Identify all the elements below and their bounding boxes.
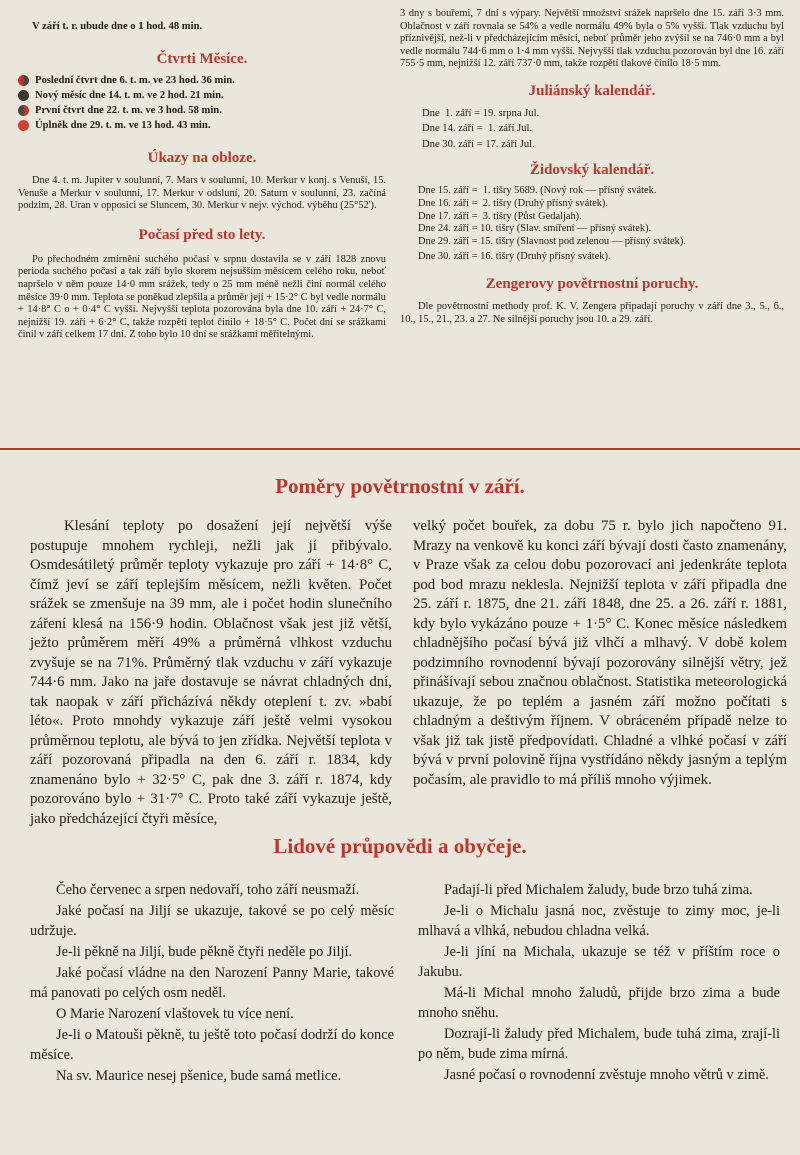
- proverb-item: Dozrají-li žaludy před Michalem, bude tuhá zima, zrají-li po něm, bude zima mírná.: [418, 1026, 780, 1062]
- weather-100-years-paragraph: Po přechodném zmírnění suchého počasí v srpnu dostavila se v září 1828 znovu perioda suchého počasí a tak září bylo skorem nejsušším měsícem celého roku, neboť napršelo v něm pouze 14·0 mm srážek, tedy o 25 mm méně nežli činí normál celého měsíce 39·0 mm. Teplota se poněkud zlepšila a průměr její + 15·2° C byl vedle normálu + 14·8° C o + 0·4° C vyšší. Nejvyšší teplota pozorována byla dne 10. září + 24·7° C, nejnižší 19. září + 6·2° C, takže rozpětí teplot činilo + 18·5° C. Počet dní se srážkami činil v září celkem 17 dní. Z toho bylo 10 dní se srážkami měřitelnými.: [18, 253, 386, 341]
- weather-100-years-text: [18, 254, 386, 342]
- julian-row: Dne 14. září = 1. září Jul.: [422, 123, 533, 135]
- first-quarter-icon: [18, 105, 29, 116]
- moon-phase-text: Nový měsíc dne 14. t. m. ve 2 hod. 21 min.: [35, 90, 224, 101]
- last-quarter-icon: [18, 75, 29, 86]
- moon-phase-row: [18, 118, 386, 133]
- proverbs-right-column: [418, 880, 780, 1086]
- weather-right-paragraph: velký počet bouřek, za dobu 75 r. bylo jich napočteno 91. Mrazy na venkově ku konci září bývají dosti často znamenány, v Praze však za celou dobu pozorovací ani jedenkráte teplota pod bod mrazu neklesla. Nejnižší teplota v září připadla dne 25. září r. 1875, dne 21. září 1848, dne 25. a 26. září r. 1881, kdy bylo vykázáno pouze + 1·5° C. Konec měsíce následkem chladnějšího počasí bývá již vlhčí a mlhavý. V době kolem podzimního rovnodenní bývají pozorovány silnější větry, jež přinášívají sebou značnou oblačnost. Statistika meteorologická ukazuje, že po teplém a jasném září možno počítati s chladným a deštivým říjnem. V obráceném případě nelze to však již tak jistě předpovídati. Chladné a vlhké počasí v září bývá v první polovině října vystřídáno někdy jasným a teplým počasím, ale pravidlo to má příliš mnoho výjimek.: [413, 518, 787, 788]
- proverb-item: Jaké počasí vládne na den Narození Panny Marie, takové má panovati po celých osm neděl.: [30, 965, 394, 1001]
- proverb-item: Je-li o Michalu jasná noc, zvěstuje to zimy moc, je-li mlhavá a vlhká, nebudou chladna velká.: [418, 903, 780, 939]
- julian-calendar-heading: Juliánský kalendář.: [528, 82, 656, 99]
- jewish-row: Dne 16. září = 2. tišry (Druhý přísný svátek).: [418, 198, 608, 210]
- moon-phase-text: Poslední čtvrt dne 6. t. m. ve 23 hod. 36 min.: [35, 75, 235, 86]
- moon-phase-row: [18, 88, 386, 103]
- moon-phase-text: První čtvrt dne 22. t. m. ve 3 hod. 58 min.: [35, 105, 222, 116]
- julian-row: Dne 30. září = 17. září Jul.: [422, 138, 535, 150]
- proverb-item: Má-li Michal mnoho žaludů, přijde brzo zima a bude mnoho sněhu.: [418, 985, 780, 1021]
- weather-left-column: [30, 517, 392, 829]
- proverb-item: Jaké počasí na Jiljí se ukazuje, takové se po celý měsíc udržuje.: [30, 903, 394, 939]
- proverb-item: Padají-li před Michalem žaludy, bude brzo tuhá zima.: [444, 882, 753, 898]
- jewish-calendar-list: [400, 185, 784, 264]
- proverb-item: Jasné počasí o rovnodenní zvěstuje mnoho větrů v zimě.: [444, 1067, 769, 1083]
- jewish-row: Dne 24. září = 10. tišry (Slav. smíření — přísný svátek).: [418, 223, 652, 235]
- moon-phase-row: [18, 103, 386, 118]
- sky-events-paragraph: Dne 4. t. m. Jupiter v soulunní, 7. Mars v soulunní, 10. Merkur v konj. s Venuší, 15. Venuše a Merkur v soulunní, 17. Merkur v odsluní, 20. Saturn v soulunní, 23. začíná podzim, 28. Uran v opposici se Sluncem, 30. Merkur v nejv. východ. výběhu (25°52').: [18, 175, 386, 212]
- moon-phase-text: Úplněk dne 29. t. m. ve 13 hod. 43 min.: [35, 120, 211, 131]
- proverb-item: Je-li pěkně na Jiljí, bude pěkně čtyři neděle po Jiljí.: [56, 944, 353, 960]
- top-right-column: [400, 8, 784, 326]
- sky-events-heading: Úkazy na obloze.: [147, 150, 257, 166]
- jewish-row: Dne 15. září = 1. tišry 5689. (Nový rok — přísný svátek.: [418, 185, 657, 197]
- day-length-note: V září t. r. ubude dne o 1 hod. 48 min.: [32, 21, 203, 32]
- zenger-heading: Zengerovy povětrnostní poruchy.: [485, 276, 699, 293]
- julian-row: Dne 1. září = 19. srpna Jul.: [422, 107, 540, 119]
- moon-phase-row: [18, 73, 386, 88]
- proverb-item: Na sv. Maurice nesej pšenice, bude samá metlice.: [56, 1068, 342, 1084]
- weather-right-column: [413, 517, 787, 790]
- proverbs-left-column: [30, 880, 394, 1087]
- jewish-row: Dne 30. září = 16. tišry (Druhý přísný svátek).: [418, 251, 611, 263]
- top-left-column: [18, 6, 386, 342]
- sky-events-text: [18, 175, 386, 213]
- proverb-item: Je-li jíní na Michala, ukazuje se též v příštím roce o Jakubu.: [418, 944, 780, 980]
- weather-continuation-paragraph: 3 dny s bouřemi, 7 dní s výpary. Největší množství srážek napršelo dne 15. září 3·3 mm. Oblačnost v září rovnala se 54% a vedle normálu 49% byla o 5% vyšší. Tlak vzduchu byl příznivější, než-li v předcházejícím měsíci, neboť průměr jeho zvýšil se na 746·0 mm a byl vedle normálu 744·6 mm o 1·4 mm vyšší. Nejvyšší tlak vzduchu pozorován byl dne 16. září 755·5 mm, nejnižší 12. září 737·0 mm, takže rozpětí tlakové činilo 18·5 mm.: [400, 8, 784, 70]
- jewish-calendar-heading: Židovský kalendář.: [529, 162, 655, 179]
- proverb-item: O Marie Narození vlaštovek tu více není.: [56, 1006, 294, 1022]
- zenger-paragraph: Dle povětrnostní methody prof. K. V. Zengera připadají poruchy v září dne 3., 5., 6., 10., 15., 21., 23. a 27. Ne silnější poruchy jsou 10. a 29. září.: [400, 301, 784, 325]
- proverb-item: Je-li o Matouši pěkně, tu ještě toto počasí dodrží do konce měsíce.: [30, 1027, 394, 1063]
- moon-phases-list: [18, 73, 386, 133]
- full-moon-icon: [18, 120, 29, 131]
- weather-left-paragraph: Klesání teploty po dosažení její největší výše postupuje mnohem rychleji, nežli jak jí přibývalo. Osmdesátiletý průměr teploty vykazuje pro září + 14·8° C, čímž jeví se září teplejším měsícem, nežli květen. Počet srážek se zmenšuje na 39 mm, ale i počet hodin slunečního záření klesá na 156·9 hodin. Oblačnost však jest již větší, ježto průměrem měří 49% a průměrná vlhkost vzduchu zvyšuje se na 71%. Průměrný tlak vzduchu v září vykazuje 744·6 mm. Jako na jaře dostavuje se návrat chladných dní, tak naopak v září přicházívá někdy oteplení t. zv. »babí léto«. Proto mnohdy vykazuje září ještě velmi vysokou průměrnou teplotu, ale bývá to jen zřídka. Největší teplota v září pozorovaná připadla na den 6. září r. 1834, kdy znamenáno bylo + 32·5° C, pak dne 3. září r. 1874, kdy pozorováno bylo + 31·7° C. Proto také září vykazuje ještě, jako předcházející čtyři měsíce,: [30, 518, 392, 827]
- weather-100-years-heading: Počasí před sto lety.: [138, 226, 266, 243]
- section-divider: [0, 448, 800, 450]
- jewish-row: Dne 17. září = 3. tišry (Půst Gedaljah).: [418, 210, 582, 222]
- weather-continuation: [400, 8, 784, 71]
- moon-phases-heading: Čtvrti Měsíce.: [156, 51, 248, 67]
- julian-calendar-list: [400, 106, 784, 153]
- zenger-text: [400, 301, 784, 326]
- proverb-item: Čeho červenec a srpen nedovaří, toho září neusmaží.: [56, 882, 360, 898]
- proverbs-heading: Lidové průpovědi a obyčeje.: [273, 834, 527, 858]
- weather-september-heading: Poměry povětrnostní v září.: [275, 474, 525, 498]
- jewish-row: Dne 29. září = 15. tišry (Slavnost pod zelenou — přísný svátek).: [418, 235, 686, 247]
- new-moon-icon: [18, 90, 29, 101]
